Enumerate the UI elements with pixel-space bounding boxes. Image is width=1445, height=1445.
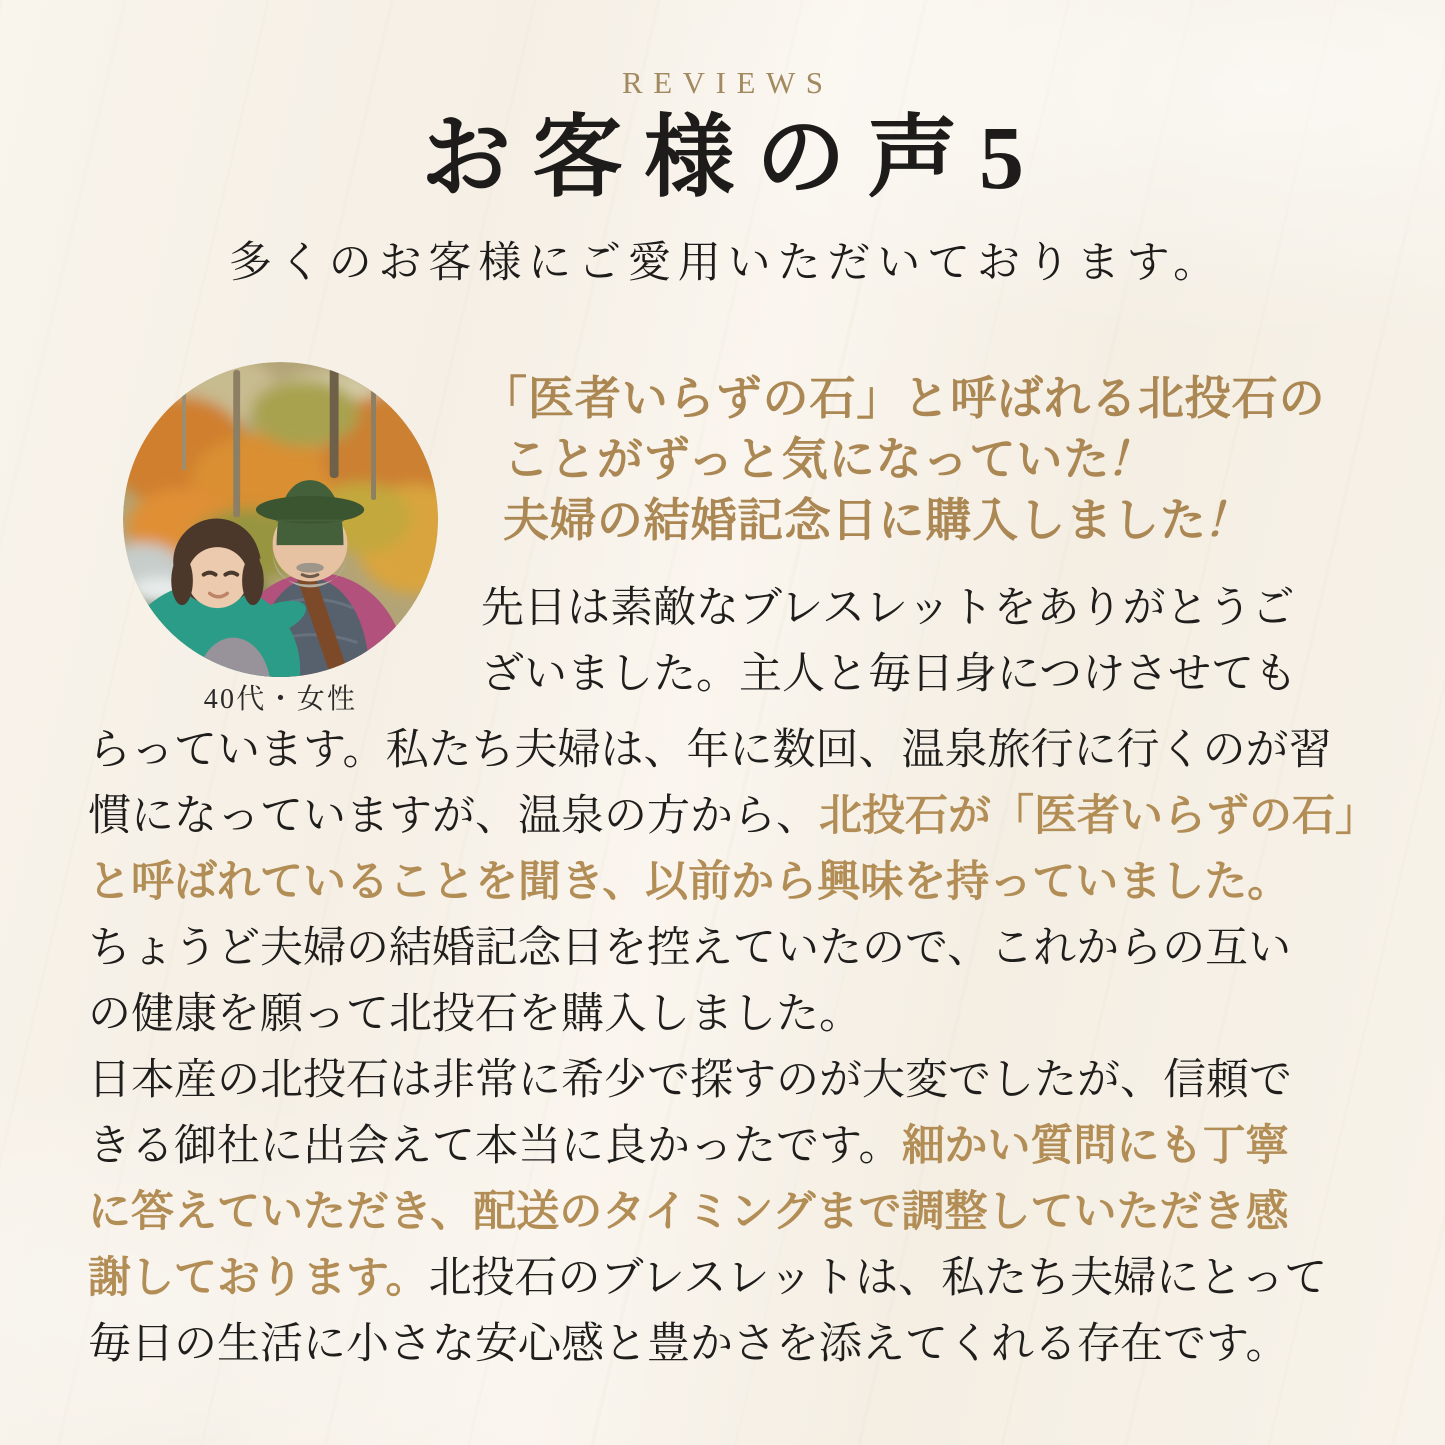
couple-autumn-photo-illustration — [123, 362, 438, 677]
text-segment: 「医者いらずの石」と呼ばれる北投石の — [481, 372, 1326, 424]
review-top-section — [0, 362, 1445, 715]
text-line — [88, 783, 1378, 849]
text-segment: 慣になっていますが、温泉の方から、 — [88, 791, 819, 840]
reviewer-photo — [123, 362, 438, 677]
exclamation-mark: ！ — [1103, 433, 1164, 485]
text-line — [481, 575, 1360, 641]
text-line — [88, 717, 1357, 783]
text-segment: 謝しております。 — [88, 1253, 429, 1302]
text-line — [88, 981, 1357, 1047]
exclamation-mark: ！ — [1199, 494, 1261, 546]
text-segment: ことがずっと気になっていた — [503, 433, 1111, 485]
text-line — [481, 490, 1360, 551]
review-body-full-width — [0, 717, 1445, 1377]
review-body-beside-photo — [481, 575, 1360, 707]
text-segment: 先日は素敵なブレスレットをありがとうご — [481, 583, 1295, 632]
text-segment: に答えていただき、配送のタイミングまで調整していただき感 — [88, 1187, 1289, 1236]
text-line — [88, 1245, 1357, 1311]
text-line — [88, 915, 1357, 981]
text-segment: ざいました。主人と毎日身につけさせても — [481, 649, 1298, 698]
text-line — [481, 641, 1360, 707]
text-segment: らっています。私たち夫婦は、年に数回、温泉旅行に行くのが習 — [88, 725, 1332, 774]
text-line — [481, 429, 1360, 490]
text-segment: と呼ばれていることを聞き、以前から興味を持っていました。 — [88, 857, 1291, 906]
text-segment: 北投石のブレスレットは、私たち夫婦にとって — [428, 1253, 1328, 1302]
text-line — [481, 368, 1360, 429]
text-segment: きる御社に出会えて本当に良かったです。 — [88, 1121, 902, 1170]
text-line — [88, 1113, 1357, 1179]
text-segment: ちょうど夫婦の結婚記念日を控えていたので、これからの互い — [88, 923, 1292, 972]
text-segment: 細かい質問にも丁寧 — [901, 1121, 1289, 1170]
text-segment: の健康を願って北投石を購入しました。 — [88, 989, 862, 1038]
page-subtitle: 多くのお客様にご愛用いただいております。 — [228, 240, 1224, 288]
review-headline — [481, 368, 1360, 551]
reviewer-photo-column — [123, 362, 438, 715]
text-segment: 毎日の生活に小さな安心感と豊かさを添えてくれる存在です。 — [88, 1319, 1289, 1368]
text-segment: 夫婦の結婚記念日に購入しました — [503, 494, 1207, 546]
text-segment: 日本産の北投石は非常に希少で探すのが大変でしたが、信頼で — [88, 1055, 1292, 1104]
review-headline-column — [481, 362, 1360, 707]
text-line — [88, 849, 1357, 915]
reviews-eyebrow: REVIEWS — [621, 65, 834, 100]
reviewer-age-label: 40代・女性 — [203, 683, 358, 715]
page-title: お客様の声5 — [420, 109, 1046, 209]
text-segment: 北投石が「医者いらずの石」 — [819, 791, 1378, 840]
page-header — [0, 0, 1445, 290]
text-line — [88, 1179, 1357, 1245]
text-line — [88, 1311, 1357, 1377]
text-line — [88, 1047, 1357, 1113]
